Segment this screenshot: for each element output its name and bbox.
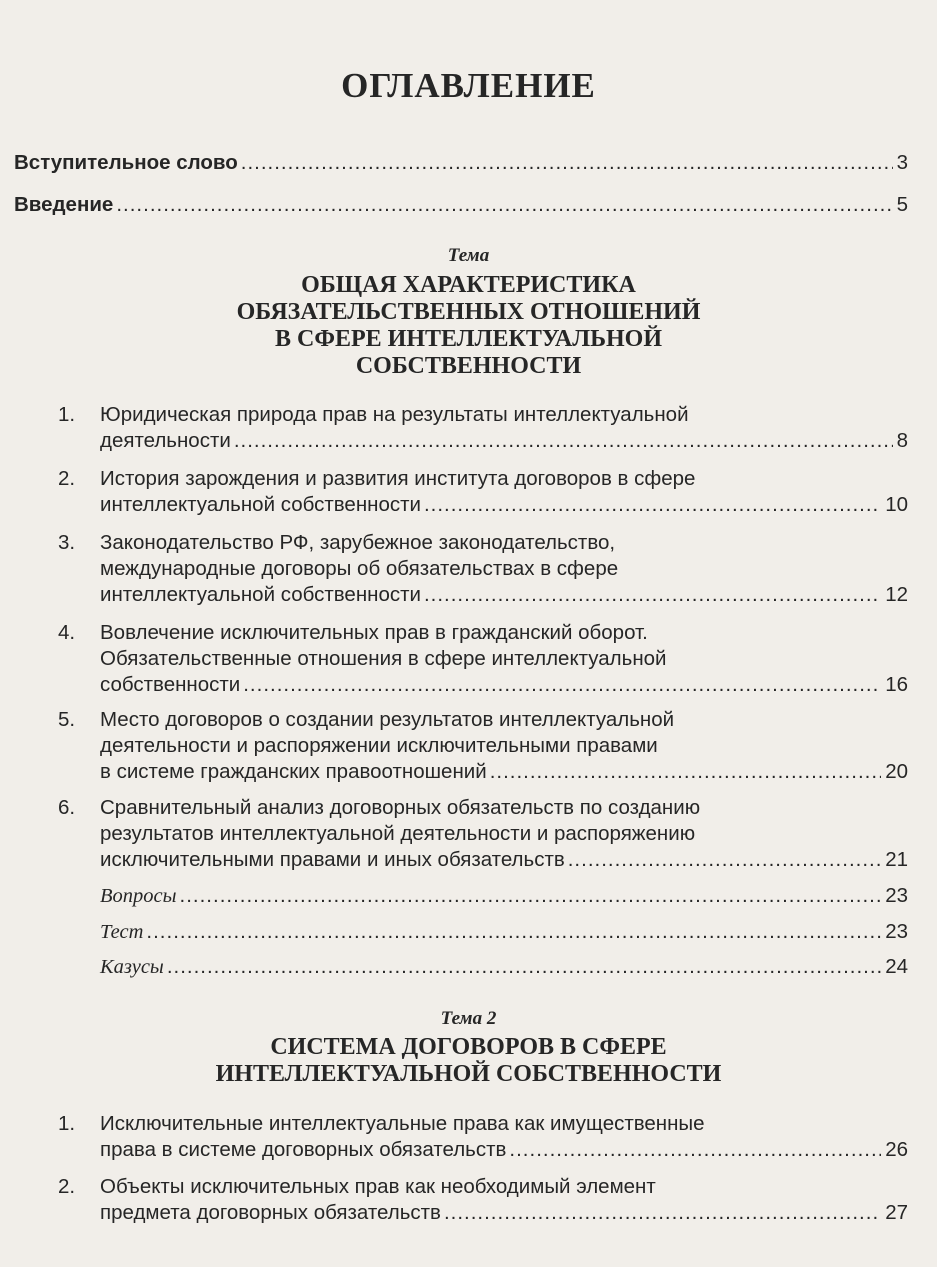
leader-dots xyxy=(241,150,893,176)
page-number: 3 xyxy=(896,151,908,174)
topic-2-heading-line: ИНТЕЛЛЕКТУАЛЬНОЙ СОБСТВЕННОСТИ xyxy=(215,1061,722,1087)
page-number: 26 xyxy=(885,1138,908,1161)
entry-text-line: интеллектуальной собственности xyxy=(100,493,421,516)
page-number: 12 xyxy=(885,583,908,606)
leader-dots xyxy=(568,847,881,873)
entry-text-line: Вовлечение исключительных прав в гражданский оборот. xyxy=(100,621,648,644)
page-number: 21 xyxy=(885,848,908,871)
leader-dots xyxy=(424,492,881,518)
entry-text-line: Место договоров о создании результатов интеллектуальной xyxy=(100,708,675,731)
entry-text-line: История зарождения и развития института договоров в сфере xyxy=(100,467,696,490)
entry-text-line: международные договоры об обязательствах в сфере xyxy=(100,557,619,580)
topic-2-label: Тема 2 xyxy=(440,1008,497,1029)
topic-1-heading xyxy=(0,272,937,380)
page-title: ОГЛАВЛЕНИЕ xyxy=(341,66,596,105)
entry-text-line: права в системе договорных обязательств xyxy=(100,1138,507,1161)
entry-number: 4. xyxy=(58,621,76,644)
entry-text-line: Юридическая природа прав на результаты интеллектуальной xyxy=(100,403,689,426)
topic-1-heading-line: В СФЕРЕ ИНТЕЛЛЕКТУАЛЬНОЙ xyxy=(275,326,662,352)
entry-text-line: исключительными правами и иных обязательств xyxy=(100,848,565,871)
entry-text-line: собственности xyxy=(100,673,241,696)
page-number: 10 xyxy=(885,493,908,516)
entry-number: 1. xyxy=(58,1112,76,1135)
entry-number: 2. xyxy=(58,467,76,490)
entry-label: Введение xyxy=(14,193,114,216)
topic-1-heading-line: ОБЯЗАТЕЛЬСТВЕННЫХ ОТНОШЕНИЙ xyxy=(236,299,701,325)
leader-dots xyxy=(167,954,881,980)
entry-text-line: в системе гражданских правоотношений xyxy=(100,760,487,783)
entry-text-line: Объекты исключительных прав как необходимый элемент xyxy=(100,1175,656,1198)
entry-label: Вступительное слово xyxy=(14,151,238,174)
entry-text-line: Тест xyxy=(100,921,144,943)
entry-number: 2. xyxy=(58,1175,76,1198)
entry-text-line: результатов интеллектуальной деятельности и распоряжению xyxy=(100,822,696,845)
leader-dots xyxy=(180,883,882,909)
entry-text-line: Сравнительный анализ договорных обязательств по созданию xyxy=(100,796,701,819)
entry-text-line: Казусы xyxy=(100,956,164,978)
page-number: 27 xyxy=(885,1201,908,1224)
entry-text-line: интеллектуальной собственности xyxy=(100,583,421,606)
leader-dots xyxy=(509,1137,881,1163)
leader-dots xyxy=(490,759,882,785)
page-number: 20 xyxy=(885,760,908,783)
leader-dots xyxy=(146,919,881,945)
topic-2-heading-line: СИСТЕМА ДОГОВОРОВ В СФЕРЕ xyxy=(270,1034,667,1060)
topic-1-heading-line: ОБЩАЯ ХАРАКТЕРИСТИКА xyxy=(301,272,636,298)
entry-text-line: Вопросы xyxy=(100,885,177,907)
topic-2-heading xyxy=(0,1034,937,1088)
leader-dots xyxy=(116,192,892,218)
entry-number: 1. xyxy=(58,403,76,426)
leader-dots xyxy=(444,1200,881,1226)
leader-dots xyxy=(424,582,881,608)
entry-number: 3. xyxy=(58,531,76,554)
leader-dots xyxy=(234,428,893,454)
entry-text-line: Исключительные интеллектуальные права как имущественные xyxy=(100,1112,705,1135)
entry-text-line: деятельности xyxy=(100,429,231,452)
entry-text-line: Законодательство РФ, зарубежное законодательство, xyxy=(100,531,616,554)
page-number: 23 xyxy=(885,884,908,907)
page-number: 23 xyxy=(885,920,908,943)
entry-text-line: Обязательственные отношения в сфере интеллектуальной xyxy=(100,647,667,670)
page-number: 16 xyxy=(885,673,908,696)
page-number: 5 xyxy=(896,193,908,216)
entry-number: 5. xyxy=(58,708,76,731)
page-number: 8 xyxy=(896,429,908,452)
topic-1-heading-line: СОБСТВЕННОСТИ xyxy=(355,353,582,379)
topic-1-label: Тема xyxy=(447,245,490,266)
page-number: 24 xyxy=(885,955,908,978)
entry-text-line: предмета договорных обязательств xyxy=(100,1201,441,1224)
entry-number: 6. xyxy=(58,796,76,819)
entry-text-line: деятельности и распоряжении исключительными правами xyxy=(100,734,658,757)
leader-dots xyxy=(243,672,881,698)
